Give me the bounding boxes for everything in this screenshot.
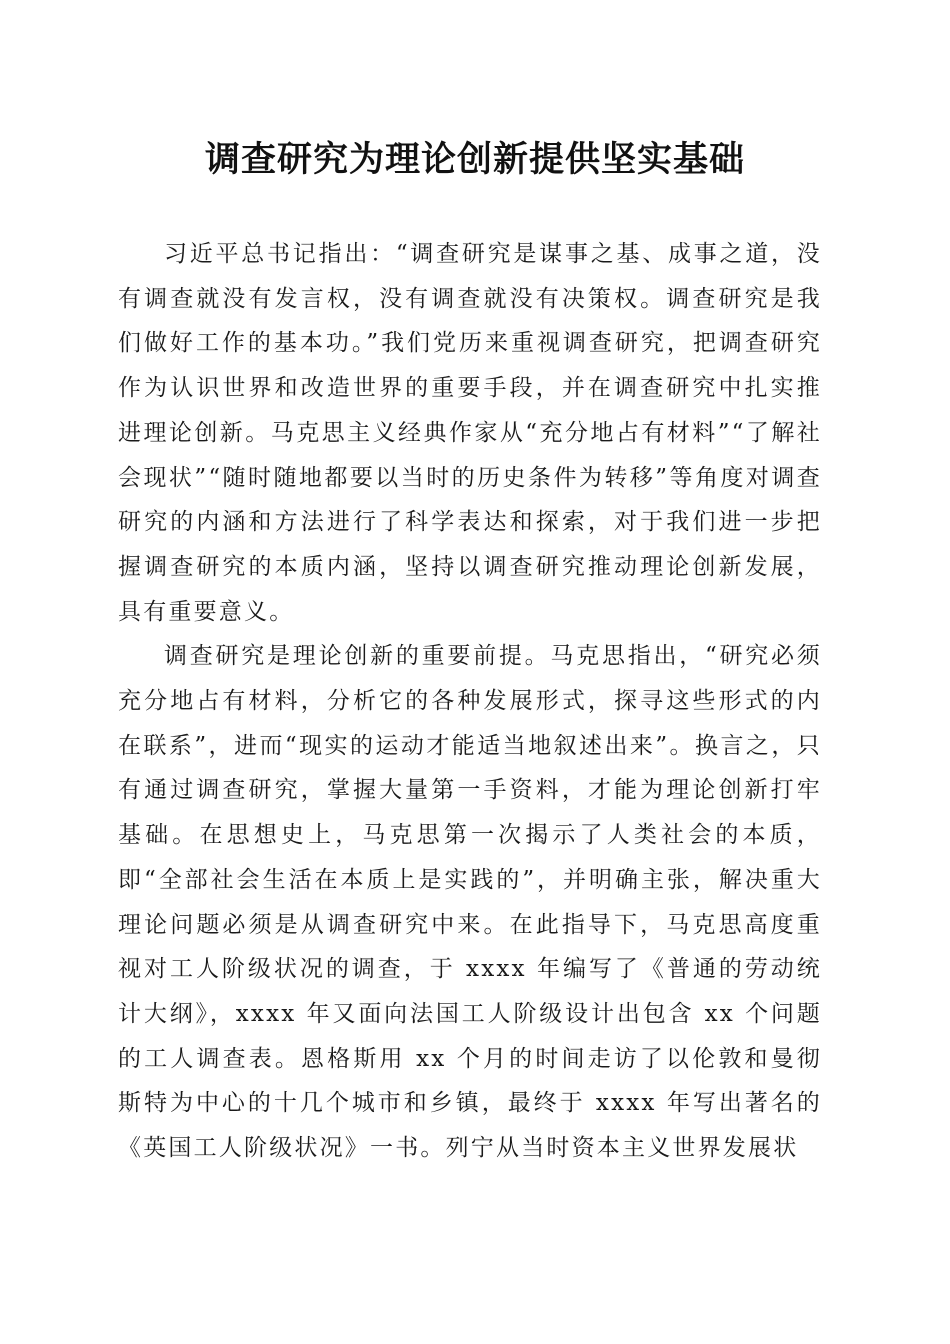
paragraph-2: 调查研究是理论创新的重要前提。马克思指出，“研究必须充分地占有材料，分析它的各种发展形式，探寻这些形式的内在联系”，进而“现实的运动才能适当地叙述出来”。换言之，只有通过调查研究，掌握大量第一手资料，才能为理论创新打牢基础。在思想史上，马克思第一次揭示了人类社会的本质，即“全部社会生活在本质上是实践的”，并明确主张，解决重大理论问题必须是从调查研究中来。在此指导下，马克思高度重视对工人阶级状况的调查，于 xxxx 年编写了《普通的劳动统计大纲》，xxxx 年又面向法国工人阶级设计出包含 xx 个问题的工人调查表。恩格斯用 xx 个月的时间走访了以伦敦和曼彻斯特为中心的十几个城市和乡镇，最终于 xxxx 年写出著名的《英国工人阶级状况》一书。列宁从当时资本主义世界发展状	[118, 643, 822, 1162]
paragraph-1: 习近平总书记指出：“调查研究是谋事之基、成事之道，没有调查就没有发言权，没有调查就没有决策权。调查研究是我们做好工作的基本功。”我们党历来重视调查研究，把调查研究作为认识世界和改造世界的重要手段，并在调查研究中扎实推进理论创新。马克思主义经典作家从“充分地占有材料”“了解社会现状”“随时随地都要以当时的历史条件为转移”等角度对调查研究的内涵和方法进行了科学表达和探索，对于我们进一步把握调查研究的本质内涵，坚持以调查研究推动理论创新发展，具有重要意义。	[118, 241, 822, 625]
document-body	[118, 232, 822, 1171]
document-title: 调查研究为理论创新提供坚实基础	[204, 139, 745, 180]
